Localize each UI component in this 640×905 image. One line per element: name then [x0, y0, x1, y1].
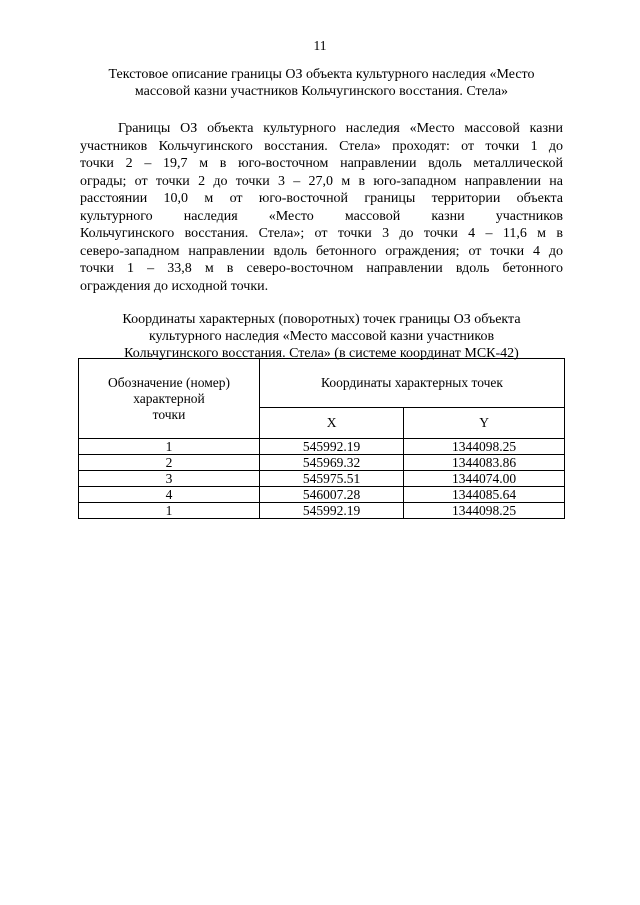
x-cell: 545992.19 — [260, 439, 404, 455]
coordinates-table — [78, 358, 565, 519]
heading-line: массовой казни участников Кольчугинского восстания. Стела» — [134, 84, 509, 99]
body-line: ограждения до исходной точки. — [80, 278, 269, 294]
header-line: характерной — [133, 390, 205, 406]
point-cell: 3 — [79, 471, 260, 487]
table-row — [79, 455, 565, 471]
table-row — [79, 471, 565, 487]
x-cell: 545969.32 — [260, 455, 404, 471]
body-line: Кольчугинского восстания. Стела»; от точки 3 до точки 4 – 11,6 м в — [80, 226, 563, 241]
y-cell: 1344098.25 — [404, 503, 565, 519]
header-line: точки — [152, 406, 186, 422]
y-cell: 1344098.25 — [404, 439, 565, 455]
body-line: участников Кольчугинского восстания. Стела» проходят: от точки 1 до — [80, 138, 563, 154]
body-line: точки 2 – 19,7 м в юго-восточном направлении вдоль металлической — [80, 156, 563, 171]
y-cell: 1344083.86 — [404, 455, 565, 471]
body-line: Границы ОЗ объекта культурного наследия «Место массовой казни — [118, 121, 563, 136]
boundary-description — [80, 120, 563, 295]
y-header: Y — [404, 408, 565, 439]
header-line: Обозначение (номер) — [108, 374, 230, 390]
point-cell: 1 — [79, 503, 260, 519]
table-row — [79, 487, 565, 503]
point-cell: 4 — [79, 487, 260, 503]
point-cell: 1 — [79, 439, 260, 455]
x-cell: 546007.28 — [260, 487, 404, 503]
y-cell: 1344074.00 — [404, 471, 565, 487]
page-number: 11 — [313, 38, 327, 53]
x-header: X — [260, 408, 404, 439]
body-line: ограды; от точки 2 до точки 3 – 27,0 м в юго-западном направлении на — [80, 173, 563, 189]
table-row — [79, 439, 565, 455]
body-line: северо-западном направлении вдоль бетонного ограждения; от точки 4 до — [80, 243, 563, 259]
point-cell: 2 — [79, 455, 260, 471]
y-cell: 1344085.64 — [404, 487, 565, 503]
body-line: расстоянии 10,0 м от юго-восточной границы территории объекта — [80, 191, 563, 206]
table-caption — [80, 311, 563, 362]
x-cell: 545975.51 — [260, 471, 404, 487]
x-cell: 545992.19 — [260, 503, 404, 519]
coordinates-header: Координаты характерных точек — [260, 359, 565, 408]
point-designation-header — [79, 359, 260, 439]
caption-line: Координаты характерных (поворотных) точек границы ОЗ объекта — [122, 312, 521, 327]
caption-line: Кольчугинского восстания. Стела» (в системе координат МСК-42) — [124, 346, 519, 361]
caption-line: культурного наследия «Место массовой казни участников — [148, 329, 495, 344]
body-line: точки 1 – 33,8 м в северо-восточном направлении вдоль бетонного — [80, 261, 563, 276]
section-heading — [80, 66, 563, 100]
table-row — [79, 503, 565, 519]
heading-line: Текстовое описание границы ОЗ объекта культурного наследия «Место — [108, 67, 535, 82]
body-line: культурного наследия «Место массовой казни участников — [80, 208, 563, 224]
